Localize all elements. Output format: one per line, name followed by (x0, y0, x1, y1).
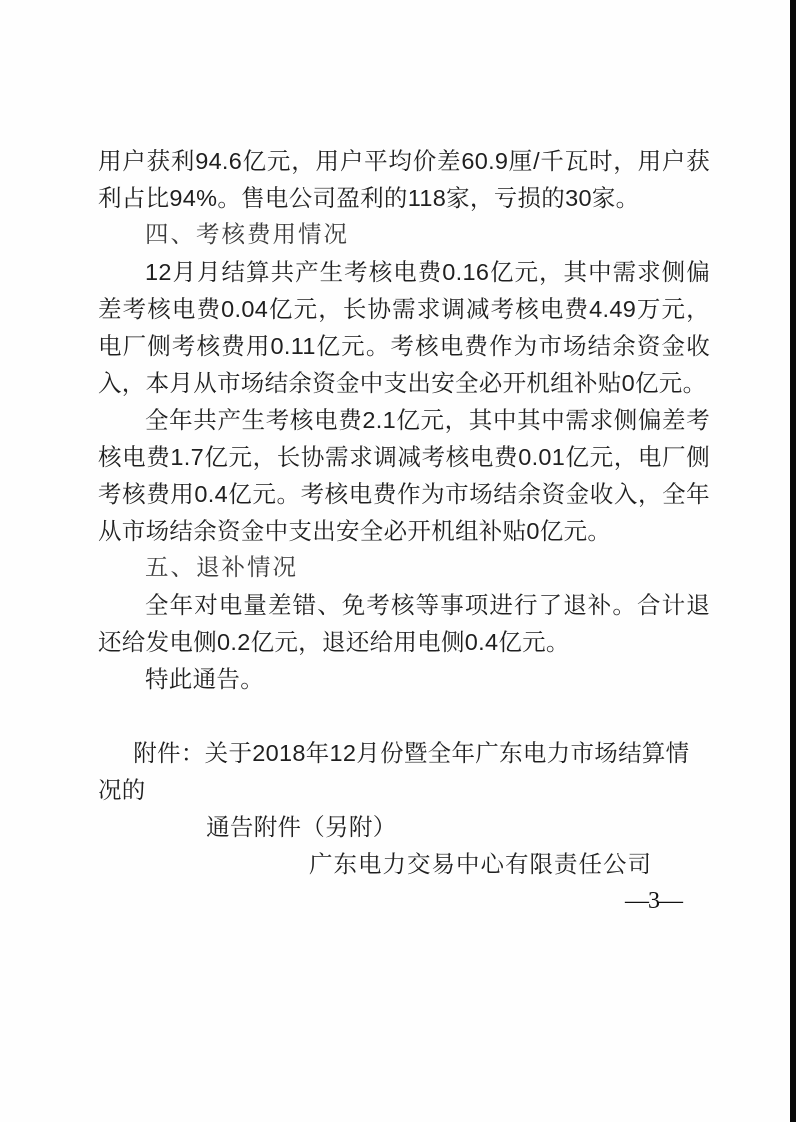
scan-edge-artifact (790, 0, 796, 1122)
paragraph-refunds: 全年对电量差错、免考核等事项进行了退补。合计退还给发电侧0.2亿元，退还给用电侧0.4亿元。 (98, 592, 710, 655)
paragraph-user-profit: 用户获利94.6亿元，用户平均价差60.9厘/千瓦时，用户获利占比94%。售电公司盈利的118家，亏损的30家。 (98, 148, 710, 211)
paragraph-closing: 特此通告。 (145, 666, 264, 692)
paragraph-december-assessment-fees: 12月月结算共产生考核电费0.16亿元，其中需求侧偏差考核电费0.04亿元，长协需求调减考核电费4.49万元，电厂侧考核费用0.11亿元。考核电费作为市场结余资金收入，本月从市场结余资金中支出安全必开机组补贴0亿元。 (98, 259, 710, 396)
document-body (98, 143, 710, 920)
section-heading-refunds: 五、退补情况 (145, 555, 298, 581)
attachment-note-line1: 附件：关于2018年12月份暨全年广东电力市场结算情况的 (98, 740, 690, 803)
attachment-note (98, 735, 710, 846)
attachment-note-line2: 通告附件（另附） (206, 814, 397, 840)
issuer-signature: 广东电力交易中心有限责任公司 (309, 851, 652, 877)
page-number: —3— (625, 888, 682, 914)
section-heading-assessment-fees: 四、考核费用情况 (145, 222, 349, 248)
paragraph-annual-assessment-fees: 全年共产生考核电费2.1亿元，其中其中需求侧偏差考核电费1.7亿元，长协需求调减考核电费0.01亿元，电厂侧考核费用0.4亿元。考核电费作为市场结余资金收入，全年从市场结余资金中支出安全必开机组补贴0亿元。 (98, 407, 710, 544)
